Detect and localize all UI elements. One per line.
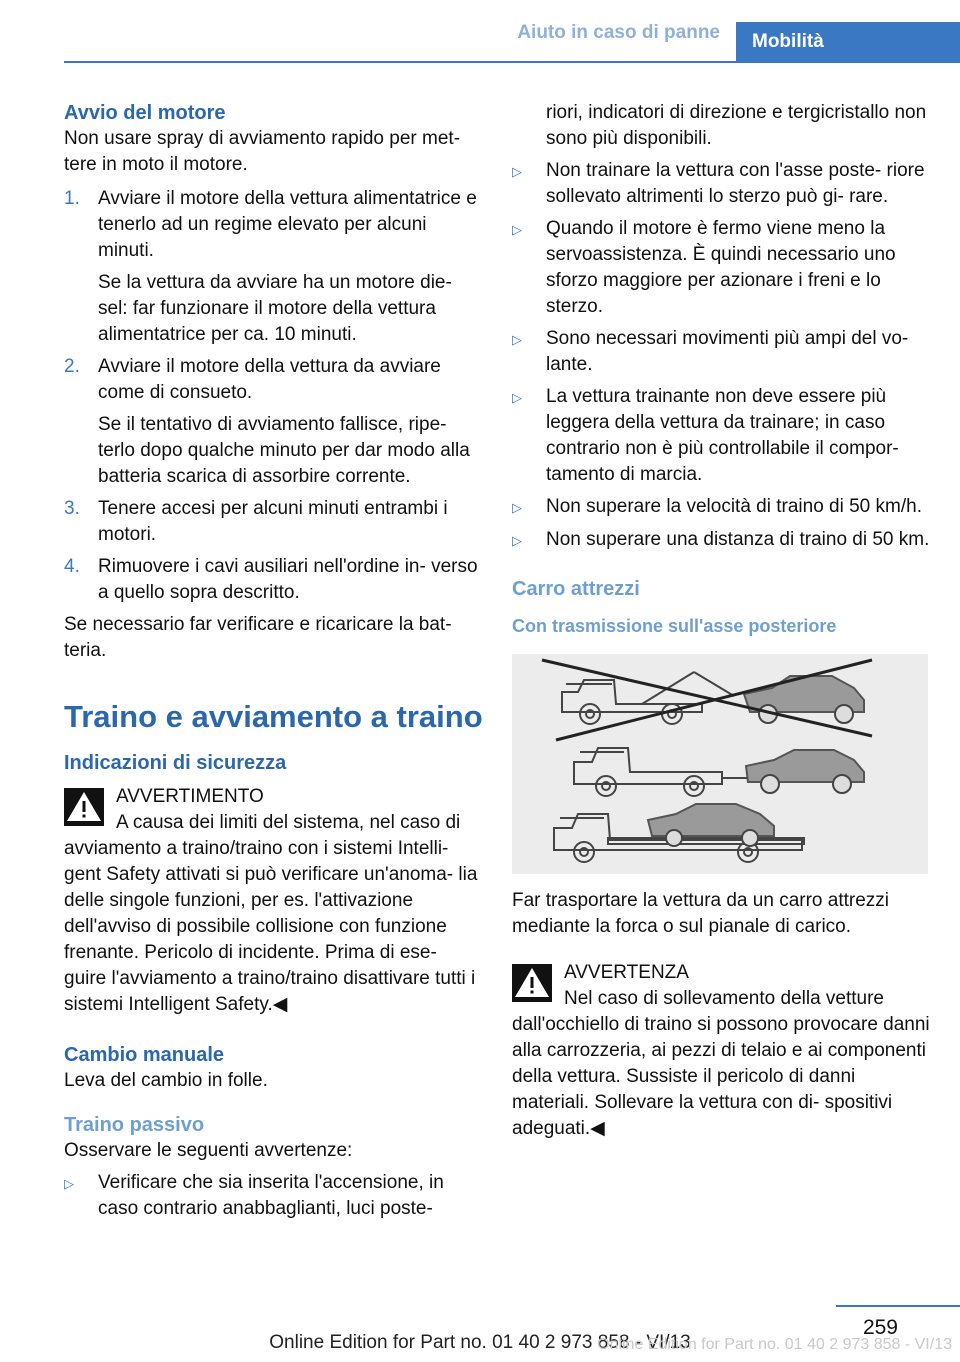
- triangle-bullet-icon: ▷: [512, 164, 522, 179]
- bullet-text: La vettura trainante non deve essere più leggera della vettura da trainare; in caso contrario non è più controllabile il compor- tamento di marcia.: [546, 386, 899, 485]
- footer-rule: [836, 1305, 960, 1307]
- bullet-item: [512, 216, 932, 320]
- figure-caption: Far trasportare la vettura da un carro attrezzi mediante la forca o sul pianale di carico.: [512, 890, 889, 937]
- edition-footer: Online Edition for Part no. 01 40 2 973 858 - VI/13: [269, 1332, 691, 1353]
- bullet-item: [512, 158, 932, 210]
- section-title: Aiuto in caso di panne: [517, 22, 720, 43]
- warning-text: dall'occhiello di traino si possono provocare danni alla carrozzeria, ai pezzi di telaio e ai componenti della vettura. Sussiste il pericolo di danni materiali. Sollevare la vettura con di- spositivi adeguati.◀: [512, 1014, 930, 1139]
- step-number: 1.: [64, 188, 80, 209]
- step-number: 3.: [64, 498, 80, 519]
- warning-text-first: A causa dei limiti del sistema, nel caso di: [116, 812, 461, 833]
- bullet-text: Non trainare la vettura con l'asse poste- riore sollevato altrimenti lo sterzo può gi- rare.: [546, 160, 925, 207]
- step-number: 4.: [64, 556, 80, 577]
- warning-text: avviamento a traino/traino con i sistemi Intelli- gent Safety attivati si può verificare un'anoma- lia delle singole funzioni, per es. l'attivazione dell'avviso di possibile collisione con funzione frenante. Pericolo di incidente. Prima di ese- guire l'avviamento a traino/traino disattivare tutti i sistemi Intelligent Safety.◀: [64, 838, 478, 1015]
- cambio-heading: Cambio manuale: [64, 1044, 225, 1066]
- passivo-intro: Osservare le seguenti avvertenze:: [64, 1140, 353, 1161]
- bullet-continuation: riori, indicatori di direzione e tergicristallo non sono più disponibili.: [546, 102, 927, 149]
- right-column: [512, 100, 932, 1142]
- steps-list: [64, 186, 484, 606]
- trasmissione-heading: Con trasmissione sull'asse posteriore: [512, 616, 837, 636]
- step-item: [64, 354, 484, 490]
- step-text: Rimuovere i cavi ausiliari nell'ordine in- verso a quello sopra descritto.: [98, 556, 478, 603]
- warning-title: AVVERTIMENTO: [116, 786, 264, 807]
- step-text: Tenere accesi per alcuni minuti entrambi i motori.: [98, 498, 448, 545]
- bullet-item: [512, 384, 932, 488]
- bullets-list: [512, 158, 932, 554]
- step-item: [64, 496, 484, 548]
- triangle-bullet-icon: ▷: [64, 1176, 74, 1191]
- triangle-bullet-icon: ▷: [512, 332, 522, 347]
- step-item: [64, 554, 484, 606]
- avvio-intro: Non usare spray di avviamento rapido per met- tere in moto il motore.: [64, 128, 461, 175]
- bullet-text: Non superare una distanza di traino di 50 km.: [546, 529, 930, 550]
- page-number: 259: [862, 1316, 898, 1339]
- warning-triangle-icon: [64, 788, 104, 826]
- step-number: 2.: [64, 356, 80, 377]
- warning-title: AVVERTENZA: [564, 962, 689, 983]
- passivo-heading: Traino passivo: [64, 1114, 205, 1136]
- tow-truck-drawing: [512, 654, 928, 874]
- step-text: Se la vettura da avviare ha un motore die- sel: far funzionare il motore della vettura alimentatrice per ca. 10 minuti.: [98, 272, 452, 345]
- bullet-item: [64, 1170, 484, 1222]
- traino-heading: Traino e avviamento a traino: [64, 699, 483, 734]
- triangle-bullet-icon: ▷: [512, 533, 522, 548]
- watermark: Online Edition for Part no. 01 40 2 973 858 - VI/13: [597, 1336, 952, 1353]
- page-header: [0, 0, 960, 62]
- warning-box: [512, 960, 932, 1142]
- bullet-text: Sono necessari movimenti più ampi del vo- lante.: [546, 328, 909, 375]
- warning-box: [64, 784, 484, 1018]
- triangle-bullet-icon: ▷: [512, 390, 522, 405]
- sicurezza-heading: Indicazioni di sicurezza: [64, 752, 287, 774]
- bullet-item: [512, 494, 932, 521]
- carro-heading: Carro attrezzi: [512, 578, 640, 600]
- warning-triangle-icon: [512, 964, 552, 1002]
- tow-truck-illustration: [512, 654, 928, 874]
- step-text: Avviare il motore della vettura da avviare come di consueto.: [98, 356, 441, 403]
- header-rule: [64, 61, 960, 63]
- bullet-text: Non superare la velocità di traino di 50 km/h.: [546, 496, 922, 517]
- avvio-heading: Avvio del motore: [64, 102, 226, 124]
- chapter-tab: Mobilità: [736, 22, 960, 62]
- bullet-text: Verificare che sia inserita l'accensione, in caso contrario anabbaglianti, luci poste-: [98, 1172, 444, 1219]
- step-text: Se il tentativo di avviamento fallisce, ripe- terlo dopo qualche minuto per dar modo alla batteria scarica di assorbire corrente.: [98, 414, 470, 487]
- triangle-bullet-icon: ▷: [512, 500, 522, 515]
- step-text: Avviare il motore della vettura alimentatrice e tenerlo ad un regime elevato per alcuni minuti.: [98, 188, 477, 261]
- avvio-outro: Se necessario far verificare e ricaricare la bat- teria.: [64, 614, 452, 661]
- bullet-item: [512, 527, 932, 554]
- warning-text-first: Nel caso di sollevamento della vetture: [564, 988, 885, 1009]
- bullet-item: [512, 326, 932, 378]
- bullet-text: Quando il motore è fermo viene meno la servoassistenza. È quindi necessario uno sforzo maggiore per azionare i freni e lo sterzo.: [546, 218, 896, 317]
- triangle-bullet-icon: ▷: [512, 222, 522, 237]
- step-item: [64, 186, 484, 348]
- cambio-text: Leva del cambio in folle.: [64, 1070, 268, 1091]
- left-column: [64, 100, 484, 1222]
